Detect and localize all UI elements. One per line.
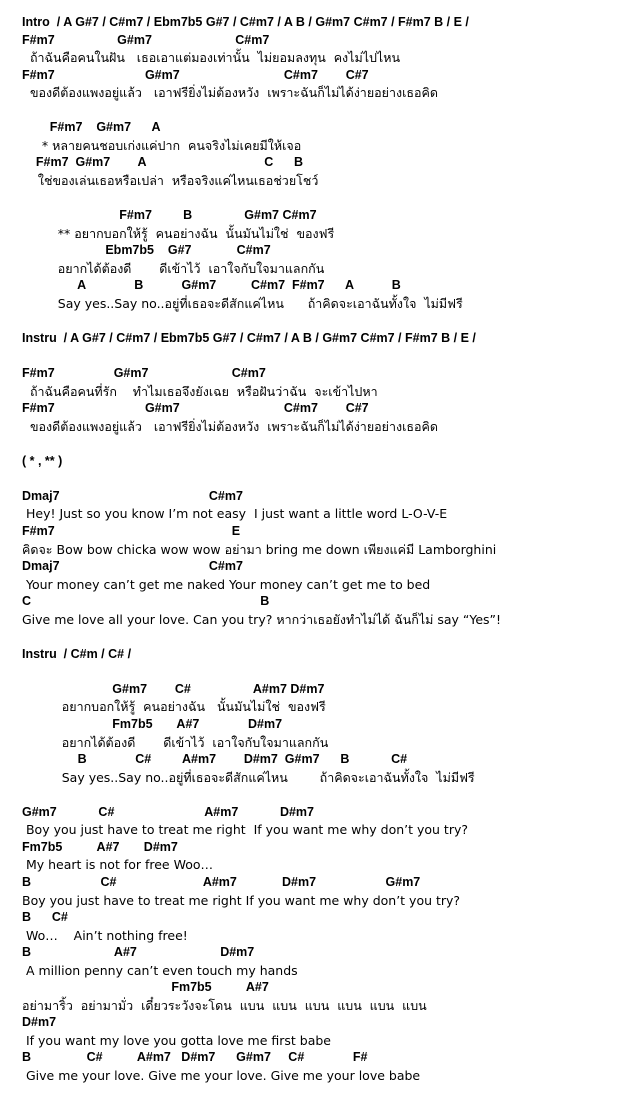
lyric-line: คิดจะ Bow bow chicka wow wow อย่ามา bring me down เพียงแค่มี Lamborghini	[22, 541, 497, 557]
chord-line: Fm7b5 A#7 D#m7	[22, 839, 178, 854]
chord-line: Fm7b5 A#7 D#m7	[22, 717, 283, 731]
chord-line: F#m7 E	[22, 523, 241, 538]
chord-line: F#m7 B G#m7 C#m7	[22, 208, 317, 223]
chord-line: A B G#m7 C#m7 F#m7 A B	[22, 278, 401, 293]
lyric-line: อยากได้ต้องดี ดีเข้าไว้ เอาใจกับใจมาแลกกัน	[22, 260, 325, 276]
chord-line: B C# A#m7 D#m7 G#m7	[22, 874, 421, 889]
lyric-line: * หลายคนชอบเก่งแค่ปาก คนจริงไม่เคยมีให้เจอ	[22, 137, 302, 153]
chord-line: Dmaj7 C#m7	[22, 559, 243, 574]
lyric-line: Give me love all your love. Can you try? หากว่าเธอยังทำไม่ได้ ฉันก็ไม่ say “Yes”!	[22, 611, 502, 627]
lyric-line: If you want my love you gotta love me first babe	[22, 1032, 331, 1048]
lyric-line: Boy you just have to treat me right If you want me why don’t you try?	[22, 892, 461, 908]
chord-line: F#m7 G#m7 C#m7	[22, 32, 270, 47]
lyric-line: Boy you just have to treat me right If you want me why don’t you try?	[22, 822, 469, 838]
chord-line: F#m7 G#m7 A	[22, 120, 161, 135]
lyric-line: อยากบอกให้รู้ คนอย่างฉัน นั้นมันไม่ใช่ ของฟรี	[22, 699, 326, 715]
lyric-line: ของดีต้องแพงอยู่แล้ว เอาฟรียิ่งไม่ต้องหวัง เพราะฉันก็ไม่ได้ง่ายอย่างเธอคิด	[22, 418, 438, 434]
section-header: Instru / A G#7 / C#m7 / Ebm7b5 G#7 / C#m7 / A B / G#m7 C#m7 / F#m7 B / E /	[22, 330, 476, 345]
lyric-line: Hey! Just so you know I’m not easy I just want a little word L-O-V-E	[22, 506, 448, 522]
chord-line: F#m7 G#m7 C#m7	[22, 366, 266, 380]
chord-line: F#m7 G#m7 C#m7 C#7	[22, 67, 369, 82]
lyric-line: Give me your love. Give me your love. Give me your love babe	[22, 1068, 421, 1083]
chord-line: D#m7	[22, 1015, 57, 1030]
section-header: Instru / C#m / C# /	[22, 646, 132, 661]
chord-line: B A#7 D#m7	[22, 945, 255, 960]
chord-line: B C#	[22, 910, 68, 925]
lyric-line: Say yes..Say no..อยู่ที่เธอจะดีสักแค่ไหน ถ้าคิดจะเอาฉันทั้งใจ ไม่มีฟรี	[22, 769, 475, 785]
chord-line: F#m7 G#m7 C#m7 C#7	[22, 401, 369, 416]
chord-line: B C# A#m7 D#m7 G#m7 C# F#	[22, 1050, 368, 1065]
lyric-line: อยากได้ต้องดี ดีเข้าไว้ เอาใจกับใจมาแลกกัน	[22, 734, 329, 750]
lyric-line: ถ้าฉันคือคนที่รัก ทำไมเธอจึงยังเฉย หรือฝันว่าฉัน จะเข้าไปหา	[22, 383, 378, 399]
lyric-line: ใช่ของเล่นเธอหรือเปล่า หรือจริงแค่ไหนเธอช่วยโชว์	[22, 172, 319, 188]
chord-line: C B	[22, 594, 270, 609]
section-header: Intro / A G#7 / C#m7 / Ebm7b5 G#7 / C#m7 / A B / G#m7 C#m7 / F#m7 B / E /	[22, 15, 469, 29]
lyric-line: ของดีต้องแพงอยู่แล้ว เอาฟรียิ่งไม่ต้องหวัง เพราะฉันก็ไม่ได้ง่ายอย่างเธอคิด	[22, 85, 438, 101]
chord-line: F#m7 G#m7 A C B	[22, 155, 304, 170]
section-header: ( * , ** )	[22, 453, 63, 468]
lyric-line: ถ้าฉันคือคนในฝัน เธอเอาแต่มองเท่านั้น ไม่ยอมลงทุน คงไม่ไปไหน	[22, 50, 400, 66]
chord-line: Dmaj7 C#m7	[22, 488, 243, 503]
lyric-line: Wo… Ain’t nothing free!	[22, 927, 188, 943]
lyric-line: My heart is not for free Woo…	[22, 857, 214, 873]
lyric-line: ** อยากบอกให้รู้ คนอย่างฉัน นั้นมันไม่ใช่ ของฟรี	[22, 225, 335, 241]
lyric-line: Say yes..Say no..อยู่ที่เธอจะดีสักแค่ไหน ถ้าคิดจะเอาฉันทั้งใจ ไม่มีฟรี	[22, 295, 463, 311]
chord-line: Ebm7b5 G#7 C#m7	[22, 243, 271, 258]
chord-line: Fm7b5 A#7	[22, 980, 269, 995]
chord-line: B C# A#m7 D#m7 G#m7 B C#	[22, 752, 408, 767]
lyric-line: A million penny can’t even touch my hands	[22, 962, 298, 978]
lyric-line: Your money can’t get me naked Your money can’t get me to bed	[22, 576, 431, 592]
chord-line: G#m7 C# A#m7 D#m7	[22, 804, 314, 819]
chord-line: G#m7 C# A#m7 D#m7	[22, 681, 325, 696]
lyric-line: อย่ามาริ้ว อย่ามามั่ว เดี๋ยวระวังจะโดน แบน แบน แบน แบน แบน แบน	[22, 997, 427, 1013]
